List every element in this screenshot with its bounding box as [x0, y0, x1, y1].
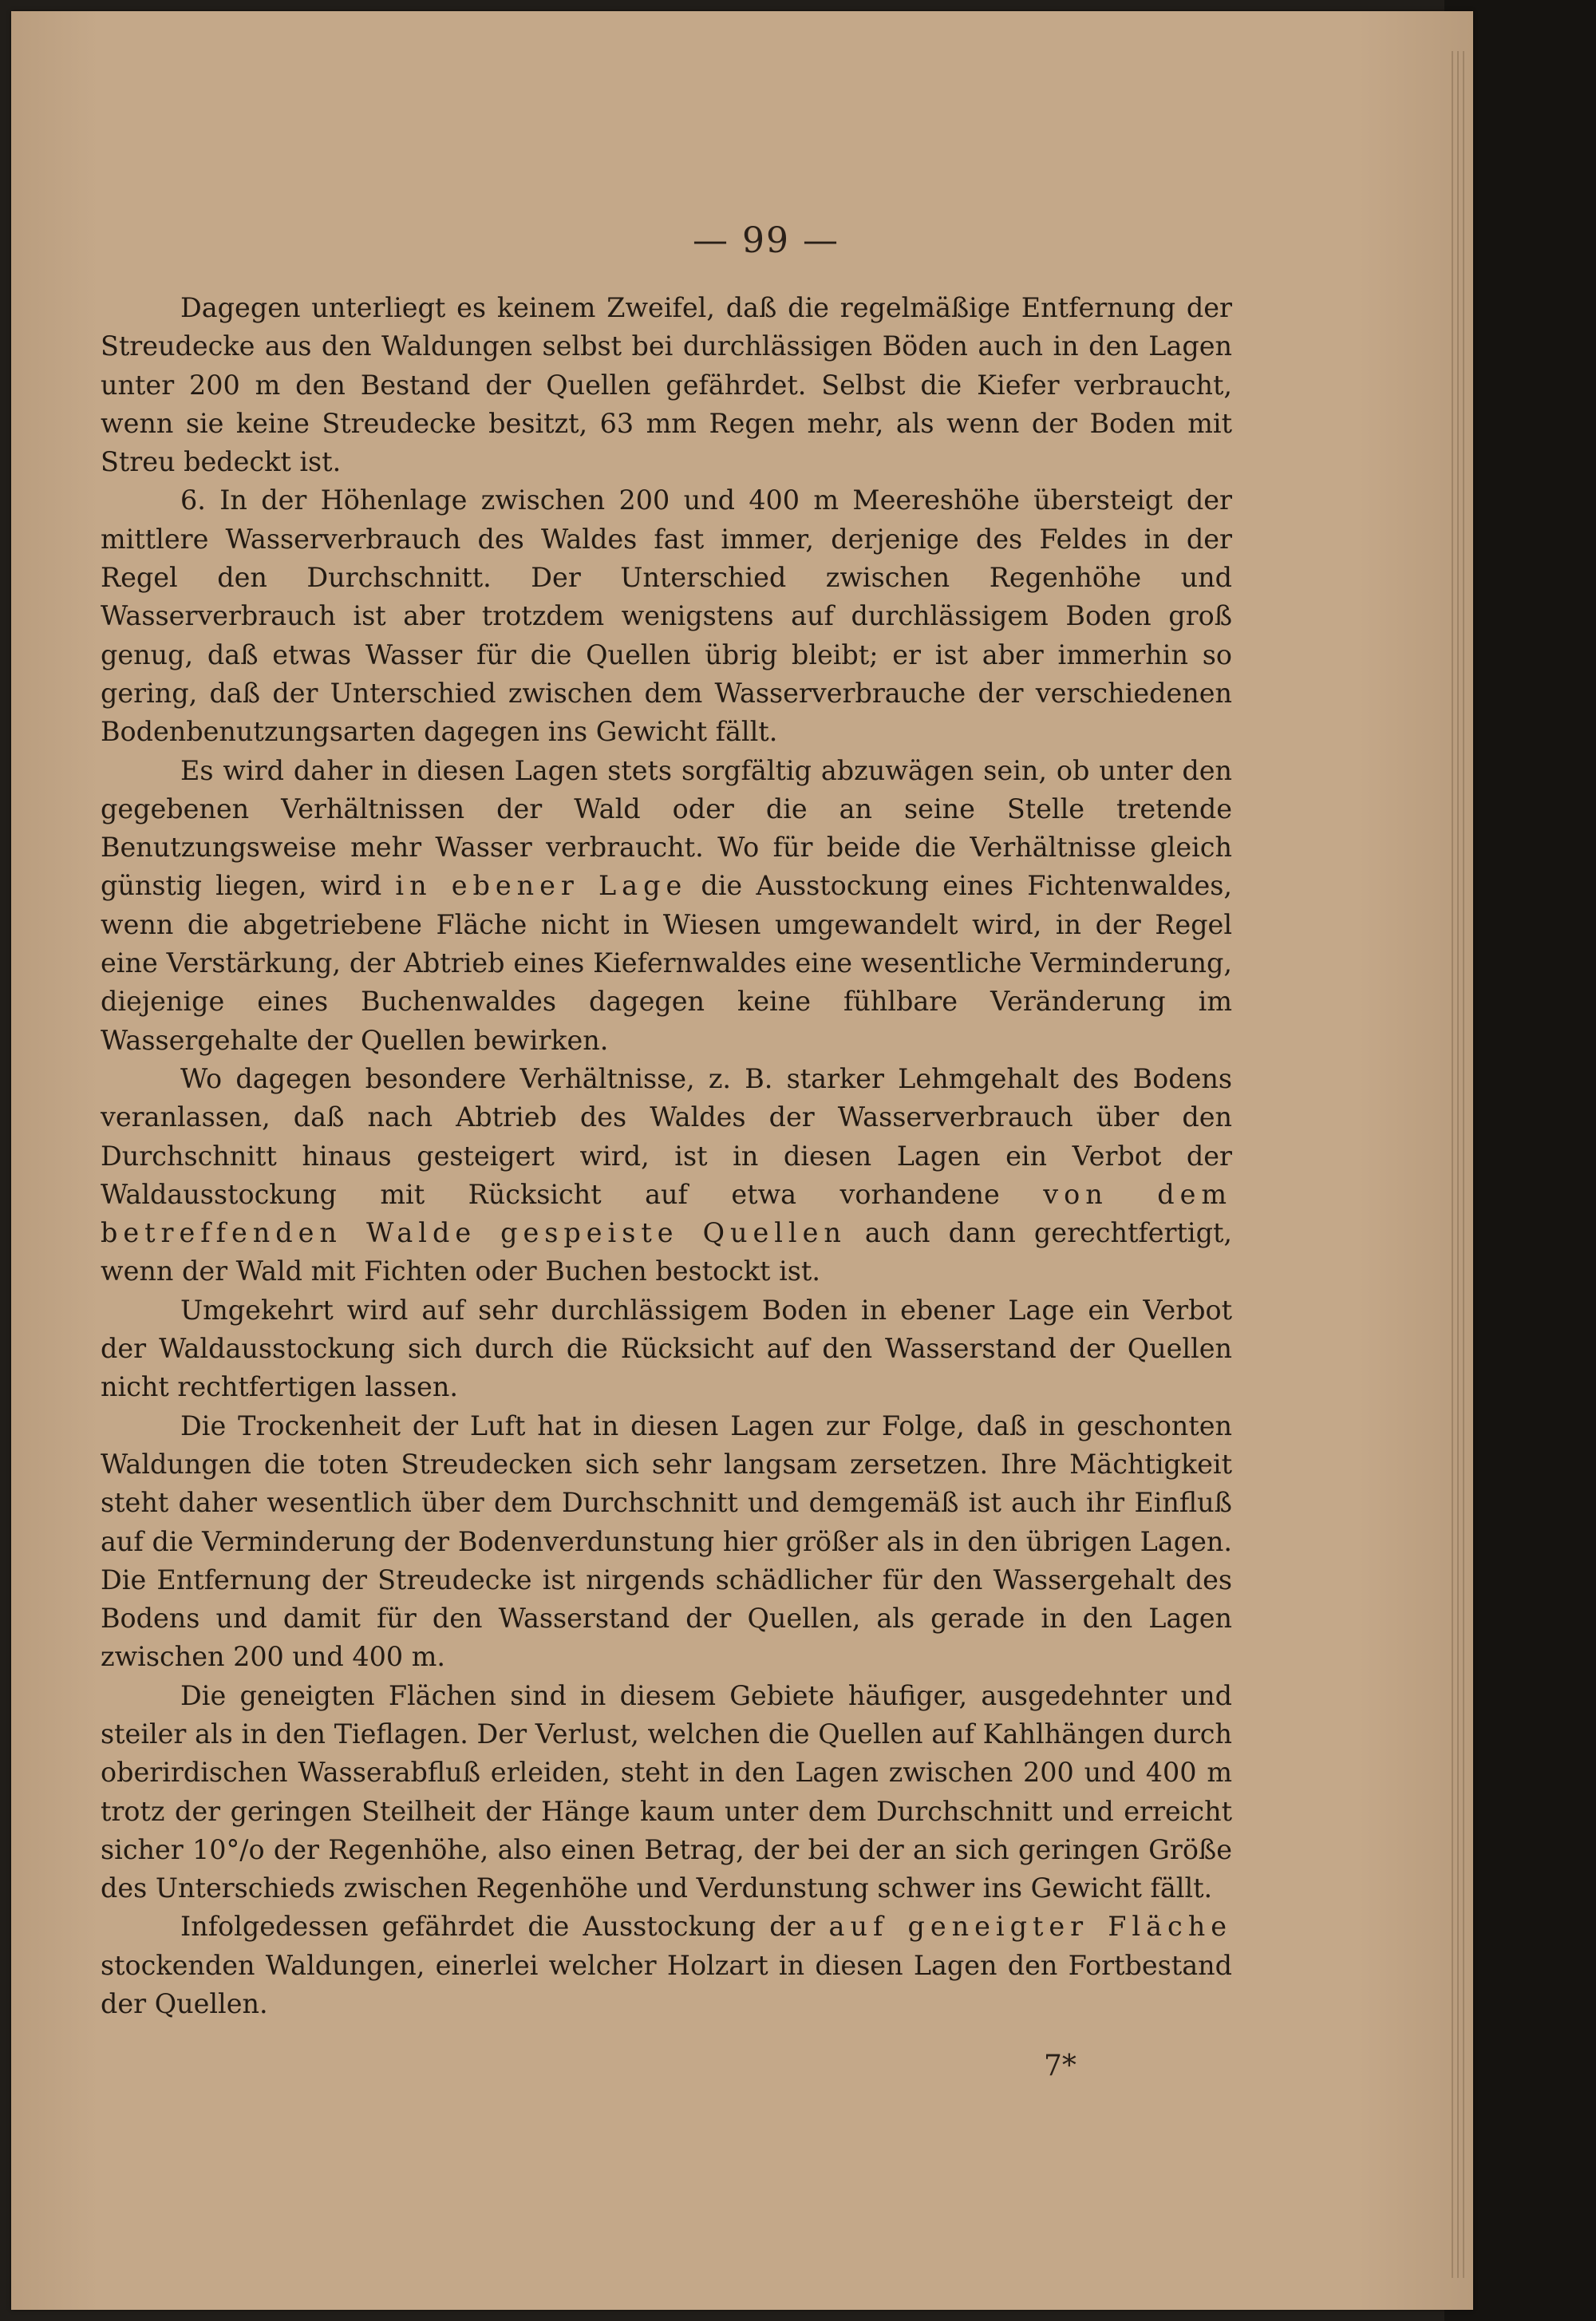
- paragraph: [101, 1060, 1232, 1291]
- paragraph: Die geneigten Flächen sind in diesem Gebiete häufiger, ausgedehnter und steiler als in den Tieflagen. Der Verlust, welchen die Quellen auf Kahlhängen durch oberirdischen Wasserabfluß erleiden, steht in den Lagen zwischen 200 und 400 m trotz der geringen Steilheit der Hänge kaum unter dem Durchschnitt und erreicht sicher 10°/o der Regenhöhe, also einen Betrag, der bei der an sich geringen Größe des Unterschieds zwischen Regenhöhe und Verdunstung schwer ins Gewicht fällt.: [101, 1679, 1232, 1904]
- paragraph: Dagegen unterliegt es keinem Zweifel, daß die regelmäßige Entfernung der Streudecke aus den Waldungen selbst bei durchlässigen Böden auch in den Lagen unter 200 m den Bestand der Quellen gefährdet. Selbst die Kiefer verbraucht, wenn sie keine Streudecke besitzt, 63 mm Regen mehr, als wenn der Boden mit Streu bedeckt ist.: [101, 292, 1232, 478]
- signature-mark: 7*: [1044, 2050, 1077, 2082]
- paragraph-text: stockenden Waldungen, einerlei welcher Holzart in diesen Lagen den Fortbestand der Quellen.: [101, 1949, 1232, 2020]
- paragraph-text: auch dann gerechtfertigt, wenn der Wald mit Fichten oder Buchen bestockt ist.: [101, 1217, 1232, 1287]
- paragraph-text: Infolgedessen gefährdet die Ausstockung der: [180, 1911, 816, 1943]
- page-edge-line: [1452, 51, 1453, 2278]
- page-edge-line: [1463, 51, 1464, 2278]
- spaced-emphasis: in ebener Lage: [395, 870, 688, 902]
- book-page: [11, 11, 1473, 2310]
- paragraph: Die Trockenheit der Luft hat in diesen Lagen zur Folge, daß in geschonten Waldungen die toten Streudecken sich sehr langsam zersetzen. Ihre Mächtigkeit steht daher wesentlich über dem Durchschnitt und demgemäß ist auch ihr Einfluß auf die Verminderung der Bodenverdunstung hier größer als in den übrigen Lagen. Die Entfernung der Streudecke ist nirgends schädlicher für den Wassergehalt des Bodens und damit für den Wasserstand der Quellen, als gerade in den Lagen zwischen 200 und 400 m.: [101, 1410, 1232, 1673]
- paragraph-text: die Ausstockung eines Fichtenwaldes, wenn die abgetriebene Fläche nicht in Wiesen umgewandelt wird, in der Regel eine Verstärkung, der Abtrieb eines Kiefernwaldes eine wesentliche Verminderung, diejenige eines Buchenwaldes dagegen keine fühlbare Veränderung im Wassergehalte der Quellen bewirken.: [101, 870, 1232, 1056]
- page-body: [101, 289, 1232, 2023]
- spaced-emphasis: von dem betreffenden Walde gespeiste Quellen: [101, 1178, 1232, 1249]
- paragraph-text: Wo dagegen besondere Verhältnisse, z. B. starker Lehmgehalt des Bodens veranlassen, daß nach Abtrieb des Waldes der Wasserverbrauch über den Durchschnitt hinaus gesteigert wird, ist in diesen Lagen ein Verbot der Waldausstockung mit Rücksicht auf etwa vorhandene: [101, 1062, 1232, 1210]
- paragraph: Umgekehrt wird auf sehr durchlässigem Boden in ebener Lage ein Verbot der Waldausstockung sich durch die Rücksicht auf den Wasserstand der Quellen nicht rechtfertigen lassen.: [101, 1294, 1232, 1403]
- spaced-emphasis: auf geneigter Fläche: [828, 1911, 1232, 1943]
- paragraph: [101, 752, 1232, 1060]
- page-number: — 99 —: [693, 220, 839, 261]
- paragraph: [101, 1908, 1232, 2023]
- paragraph: 6. In der Höhenlage zwischen 200 und 400 m Meereshöhe übersteigt der mittlere Wasserverbrauch des Waldes fast immer, derjenige des Feldes in der Regel den Durchschnitt. Der Unterschied zwischen Regenhöhe und Wasserverbrauch ist aber trotzdem wenigstens auf durchlässigem Boden groß genug, daß etwas Wasser für die Quellen übrig bleibt; er ist aber immerhin so gering, daß der Unterschied zwischen dem Wasserverbrauche der verschiedenen Bodenbenutzungsarten dagegen ins Gewicht fällt.: [101, 484, 1232, 748]
- page-edge-line: [1457, 51, 1459, 2278]
- paragraph-text: Es wird daher in diesen Lagen stets sorgfältig abzuwägen sein, ob unter den gegebenen Verhältnissen der Wald oder die an seine Stelle tretende Benutzungsweise mehr Wasser verbraucht. Wo für beide die Verhältnisse gleich günstig liegen, wird: [101, 754, 1232, 902]
